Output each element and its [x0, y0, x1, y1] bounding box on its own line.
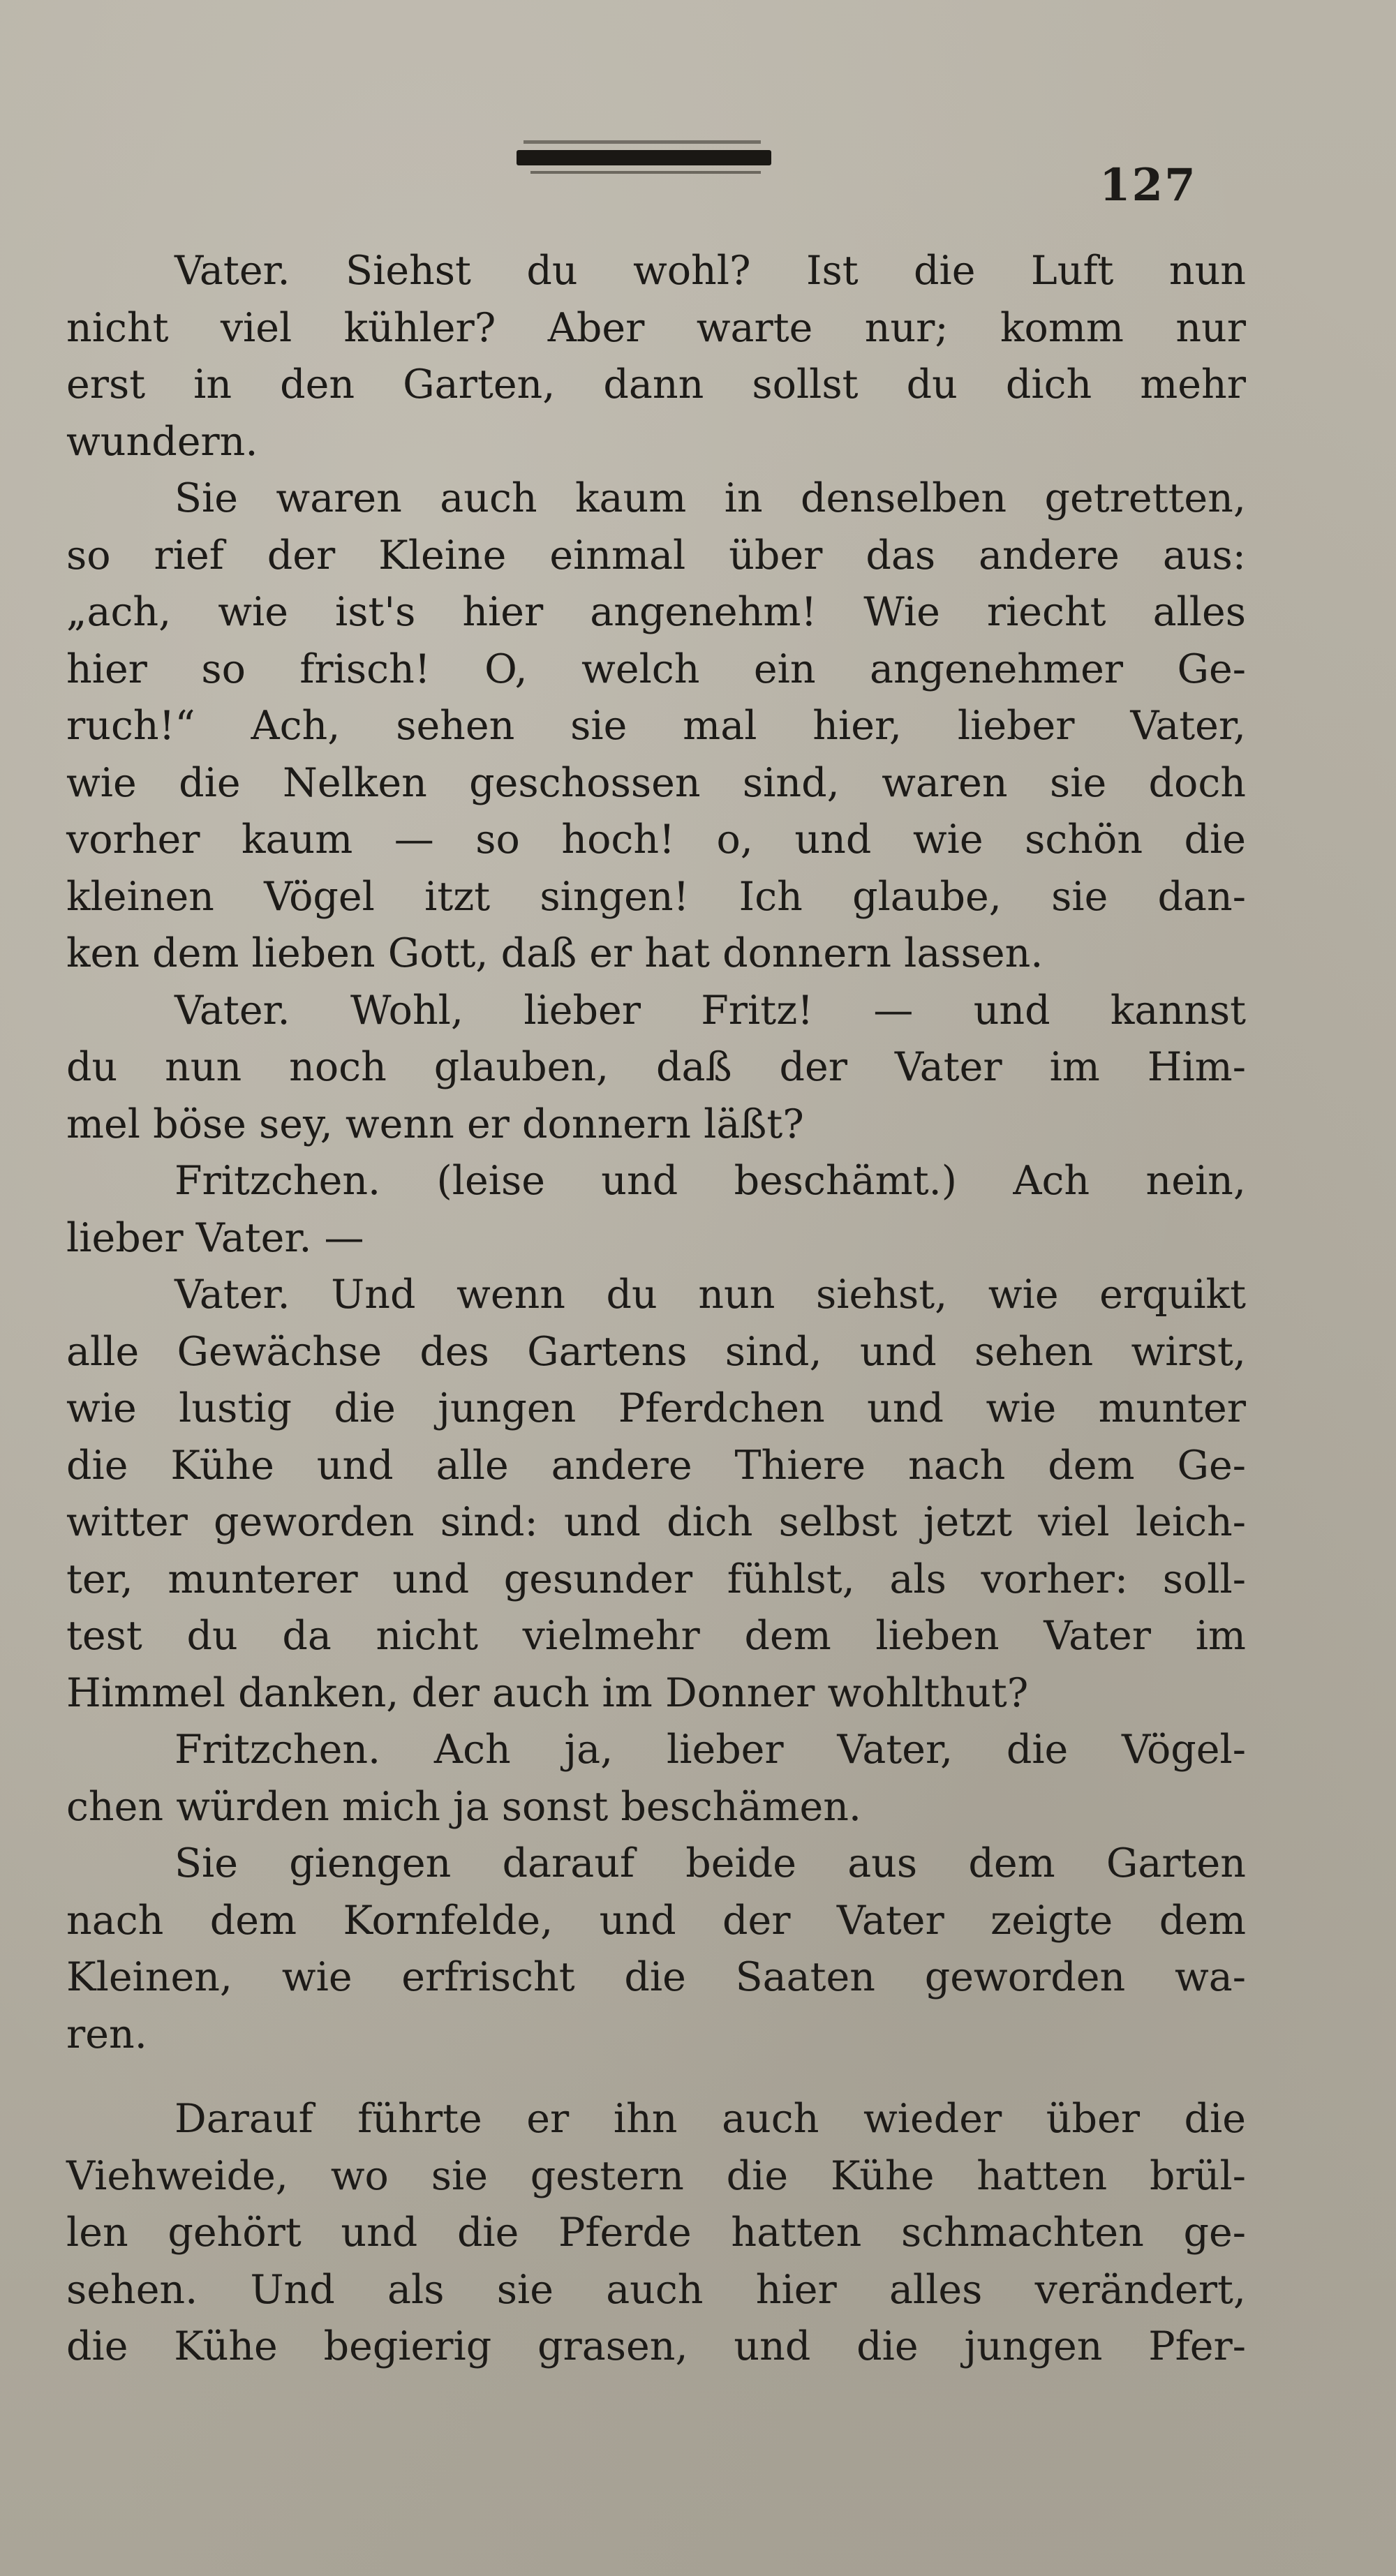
text-line: Sie waren auch kaum in denselben getretten, [174, 475, 1246, 521]
text-line: so rief der Kleine einmal über das andere aus: [66, 532, 1246, 579]
text-line: die Kühe und alle andere Thiere nach dem Ge- [66, 1442, 1246, 1489]
text-line: erst in den Garten, dann sollst du dich mehr [66, 362, 1246, 408]
body-text [66, 243, 1246, 2376]
text-line: Vater. Und wenn du nun siehst, wie erquikt [174, 1272, 1246, 1318]
text-line: Fritzchen. (leise und beschämt.) Ach nein, [174, 1158, 1246, 1204]
text-line: len gehört und die Pferde hatten schmachten ge- [66, 2210, 1246, 2256]
text-line: Kleinen, wie erfrischt die Saaten geworden wa- [66, 1954, 1246, 2000]
text-line: chen würden mich ja sonst beschämen. [66, 1783, 862, 1830]
text-line: ter, munterer und gesunder fühlst, als vorher: soll- [66, 1556, 1246, 1602]
text-line: Viehweide, wo sie gestern die Kühe hatten brül- [66, 2152, 1246, 2199]
text-line: kleinen Vögel itzt singen! Ich glaube, sie dan- [66, 873, 1246, 920]
text-line: Darauf führte er ihn auch wieder über die [174, 2096, 1246, 2142]
text-line: hier so frisch! O, welch ein angenehmer Ge- [66, 646, 1246, 692]
text-line: die Kühe begierig grasen, und die jungen Pfer- [66, 2323, 1246, 2369]
text-line: wie lustig die jungen Pferdchen und wie munter [66, 1385, 1246, 1431]
text-line: Vater. Siehst du wohl? Ist die Luft nun [174, 248, 1246, 294]
text-line: Vater. Wohl, lieber Fritz! — und kannst [174, 987, 1246, 1034]
text-line: du nun noch glauben, daß der Vater im Him- [66, 1044, 1246, 1090]
text-line: Himmel danken, der auch im Donner wohlthut? [66, 1669, 1029, 1716]
text-line: witter geworden sind: und dich selbst jetzt viel leich- [66, 1499, 1246, 1545]
text-line: alle Gewächse des Gartens sind, und sehen wirst, [66, 1328, 1246, 1375]
text-line: ren. [66, 2011, 147, 2057]
text-line: wie die Nelken geschossen sind, waren sie doch [66, 759, 1246, 806]
text-line: Fritzchen. Ach ja, lieber Vater, die Vögel- [174, 1727, 1246, 1773]
page-number: 127 [1099, 159, 1197, 211]
text-line: „ach, wie ist's hier angenehm! Wie riecht alles [66, 589, 1246, 635]
text-line: mel böse sey, wenn er donnern läßt? [66, 1101, 804, 1147]
text-line: wundern. [66, 418, 258, 465]
text-line: nicht viel kühler? Aber warte nur; komm nur [66, 304, 1246, 351]
text-line: lieber Vater. — [66, 1214, 364, 1261]
text-line: Sie giengen darauf beide aus dem Garten [174, 1840, 1246, 1886]
text-line: vorher kaum — so hoch! o, und wie schön die [66, 817, 1246, 863]
text-line: sehen. Und als sie auch hier alles verändert, [66, 2266, 1246, 2313]
paragraph-gap [66, 2063, 1246, 2091]
text-line: ruch!“ Ach, sehen sie mal hier, lieber Vater, [66, 703, 1246, 749]
text-line: test du da nicht vielmehr dem lieben Vater im [66, 1613, 1246, 1659]
header-ornament-rule [517, 150, 771, 165]
text-line: ken dem lieben Gott, daß er hat donnern lassen. [66, 930, 1044, 976]
text-line: nach dem Kornfelde, und der Vater zeigte dem [66, 1897, 1246, 1944]
